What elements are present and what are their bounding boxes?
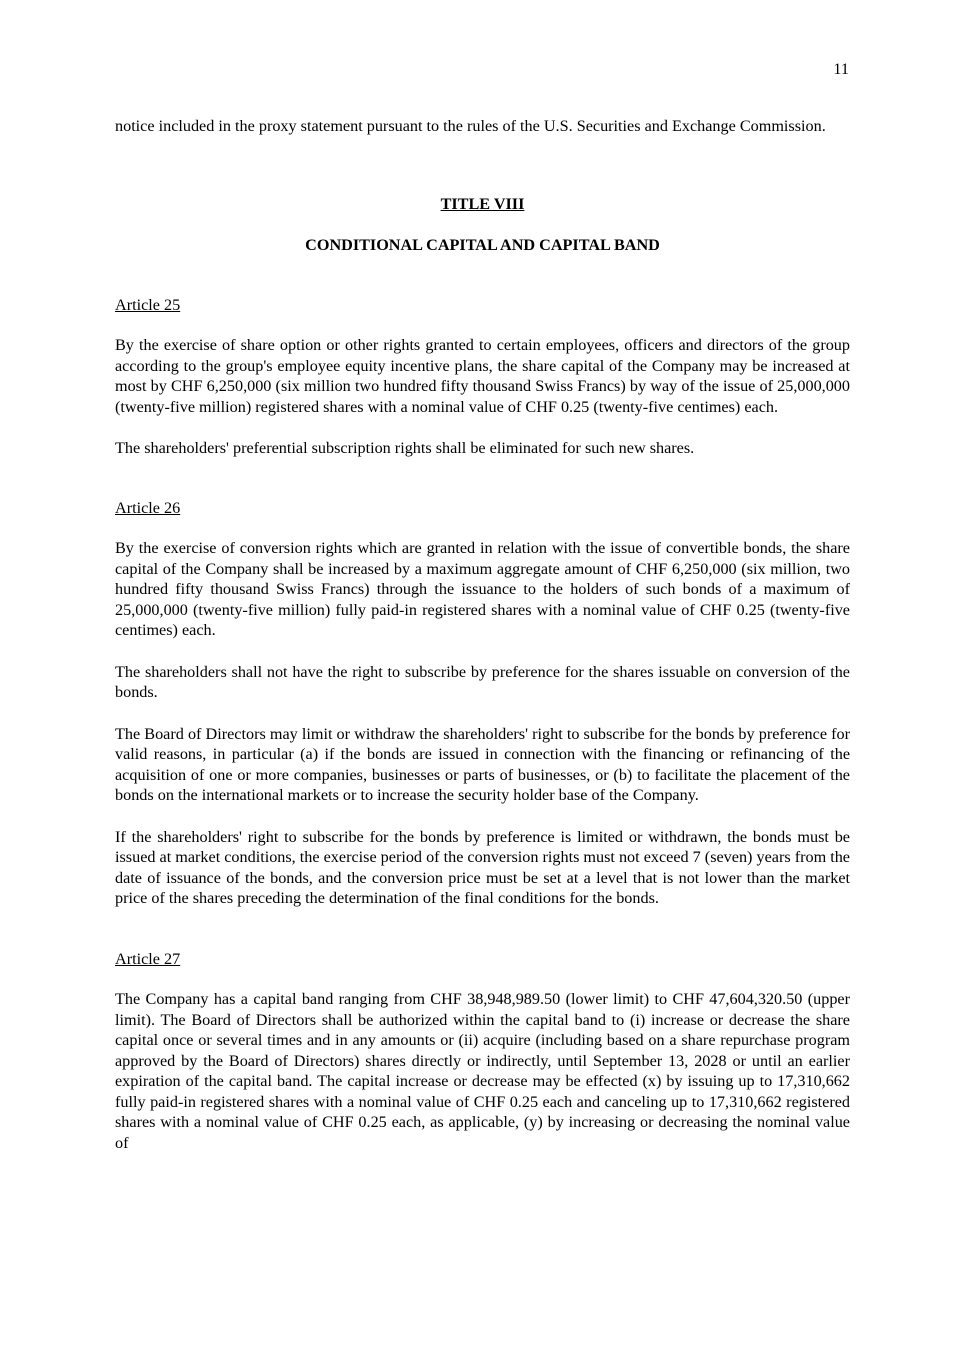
page-number: 11 xyxy=(833,60,849,78)
section-subtitle: CONDITIONAL CAPITAL AND CAPITAL BAND xyxy=(305,236,660,254)
section-title: TITLE VIII xyxy=(440,194,525,213)
article-26-paragraph-2: The shareholders shall not have the right to subscribe by preference for the shares issuable on conversion of the bonds. xyxy=(115,662,850,701)
article-26-paragraph-3: The Board of Directors may limit or withdraw the shareholders' right to subscribe for the bonds by preference for valid reasons, in particular (a) if the bonds are issued in connection with the financing or refinancing of the acquisition of one or more companies, businesses or parts of businesses, or (b) to facilitate the placement of the bonds on the international markets or to increase the security holder base of the Company. xyxy=(115,724,850,804)
article-27-heading: Article 27 xyxy=(115,949,181,968)
article-26-heading: Article 26 xyxy=(115,498,181,517)
article-27-paragraph-1: The Company has a capital band ranging from CHF 38,948,989.50 (lower limit) to CHF 47,604,320.50 (upper limit). The Board of Directors shall be authorized within the capital band to (i) increase or decrease the share capital once or several times and in any amounts or (ii) acquire (including based on a share repurchase program approved by the Board of Directors) shares directly or indirectly, until September 13, 2028 or until an earlier expiration of the capital band. The capital increase or decrease may be effected (x) by issuing up to 17,310,662 fully paid-in registered shares with a nominal value of CHF 0.25 each and canceling up to 17,310,662 registered shares with a nominal value of CHF 0.25 each, as applicable, (y) by increasing or decreasing the nominal value of xyxy=(115,990,850,1152)
article-26-paragraph-4: If the shareholders' right to subscribe for the bonds by preference is limited or withdrawn, the bonds must be issued at market conditions, the exercise period of the conversion rights must not exceed 7 (seven) years from the date of issuance of the bonds, and the conversion price must be set at a level that is not lower than the market price of the shares preceding the determination of the final conditions for the bonds. xyxy=(115,827,850,907)
intro-paragraph: notice included in the proxy statement pursuant to the rules of the U.S. Securities and Exchange Commission. xyxy=(115,117,826,135)
article-26-paragraph-1: By the exercise of conversion rights which are granted in relation with the issue of convertible bonds, the share capital of the Company shall be increased by a maximum aggregate amount of CHF 6,250,000 (six million, two hundred fifty thousand Swiss Francs) through the issuance to the holders of such bonds of a maximum of 25,000,000 (twenty-five million) fully paid-in registered shares with a nominal value of CHF 0.25 (twenty-five centimes) each. xyxy=(115,539,850,639)
article-25-heading: Article 25 xyxy=(115,295,181,314)
article-25-paragraph-2: The shareholders' preferential subscription rights shall be eliminated for such new shares. xyxy=(115,439,695,457)
article-25-paragraph-1: By the exercise of share option or other rights granted to certain employees, officers and directors of the group according to the group's employee equity incentive plans, the share capital of the Company may be increased at most by CHF 6,250,000 (six million two hundred fifty thousand Swiss Francs) by way of the issue of 25,000,000 (twenty-five million) registered shares with a nominal value of CHF 0.25 (twenty-five centimes) each. xyxy=(115,336,850,416)
document-body xyxy=(115,116,850,1153)
